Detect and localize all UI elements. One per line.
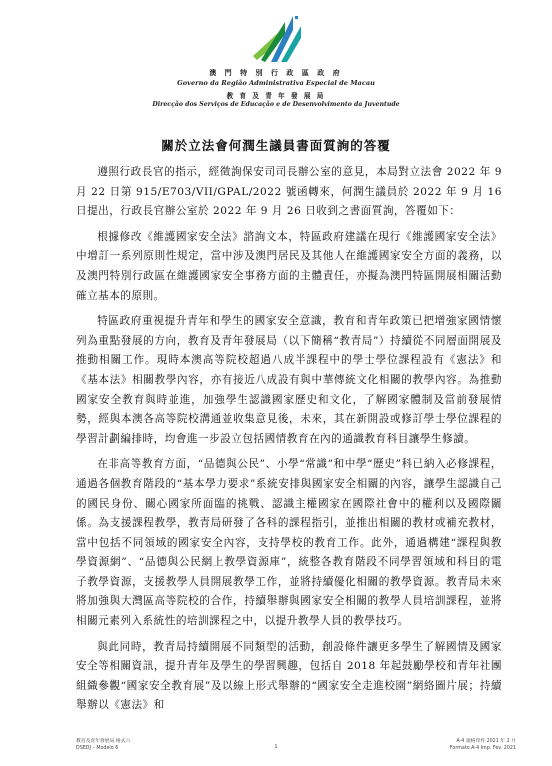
paragraph: 與此同時，教青局持續開展不同類型的活動，創設條件讓更多學生了解國情及國家安全等相關資訊，提升青年及學生的學習興趣，包括自 2018 年起鼓勵學校和青年社團組織參觀“國家安全教育展”及以線上形式舉辦的“國家安全走進校園”網絡圖片展；持續舉辦以《憲法》和 [76,640,502,712]
document-body [76,163,502,722]
page-number: 1 [274,744,278,750]
document-title: 關於立法會何潤生議員書面質詢的答覆 [161,138,391,153]
paragraph: 特區政府重視提升青年和學生的國家安全意識，教育和青年政策已把增強家國情懷列為重點發展的方向，教育及青年發展局（以下簡稱“教青局”）持續從不同層面開展及推動相關工作。現時本澳高等院校超過八成半課程中的學士學位課程設有《憲法》和《基本法》相關教學內容，亦有接近八成設有與中華傳統文化相關的教學內容。為推動國家安全教育與時並進，加強學生認識國家歷史和文化，了解國家體制及當前發展情勢，經與本澳各高等院校溝通並收集意見後，未來，其在新開設或修訂學士學位課程的學習計劃編排時，均會進一步設立包括國情教育在內的通識教育科目讓學生修讀。 [76,315,502,445]
paragraph: 遵照行政長官的指示，經徵詢保安司司長辦公室的意見，本局對立法會 2022 年 9 月 22 日第 915/E703/VII/GPAL/2022 號函轉來，何潤生議員於 2022 年 9 月 16 日提出，行政長官辦公室於 2022 年 9 月 26 日收到之書面質詢，答覆如下： [76,166,502,218]
header-org-pt: Governo da Região Administrativa Especial de Macau [177,79,375,87]
paragraph: 在非高等教育方面，“品德與公民”、小學“常識”和中學“歷史”科已納入必修課程，通過各個教育階段的“基本學力要求”系統安排與國家安全相關的內容，讓學生認識自己的國民身份、關心國家所面臨的挑戰、認識主權國家在國際社會中的權利以及國際關係。為支援課程教學，教青局研發了各科的課程指引，並推出相關的教材或補充教材，當中包括不同領域的國家安全內容，支持學校的教育工作。此外，通過構建“課程與教學資源網”、“品德與公民網上教學資源庫”，統整各教育階段不同學習領域和科目的電子教學資源，支援教學人員開展教學工作，並將持續優化相關的教學資源。教青局未來將加強與大灣區高等院校的合作，持續舉辦與國家安全相關的教學人員培訓課程，並將相關元素列入系統性的培訓課程之中，以提升教學人員的教學技巧。 [76,458,502,628]
footer-right-line1: A-4 規格印件 2021 年 2 月 [456,739,516,744]
footer-left-line1: 教育及青年發展局 格式六 [76,739,131,744]
dsedj-logo-icon [249,12,305,64]
header-dept-zh: 教 育 及 青 年 發 展 局 [226,92,326,100]
footer-left-line2: DSEDJ – Modelo 6 [76,746,119,751]
paragraph: 根據修改《維護國家安全法》諮詢文本，特區政府建議在現行《維護國家安全法》中增訂一系列原則性規定，當中涉及澳門居民及其他人在維護國家安全方面的義務，以及澳門特別行政區在維護國家安全事務方面的主體責任，亦擬為澳門特區開展相關活動確立基本的原則。 [76,230,502,302]
header-org-zh: 澳 門 特 別 行 政 區 政 府 [209,68,343,77]
footer-right-line2: Formato A-4 Imp. Fev. 2021 [449,746,516,751]
footer-format [450,738,516,752]
header-dept-pt: Direcção dos Serviços de Educação e de Desenvolvimento da Juventude [152,101,400,108]
